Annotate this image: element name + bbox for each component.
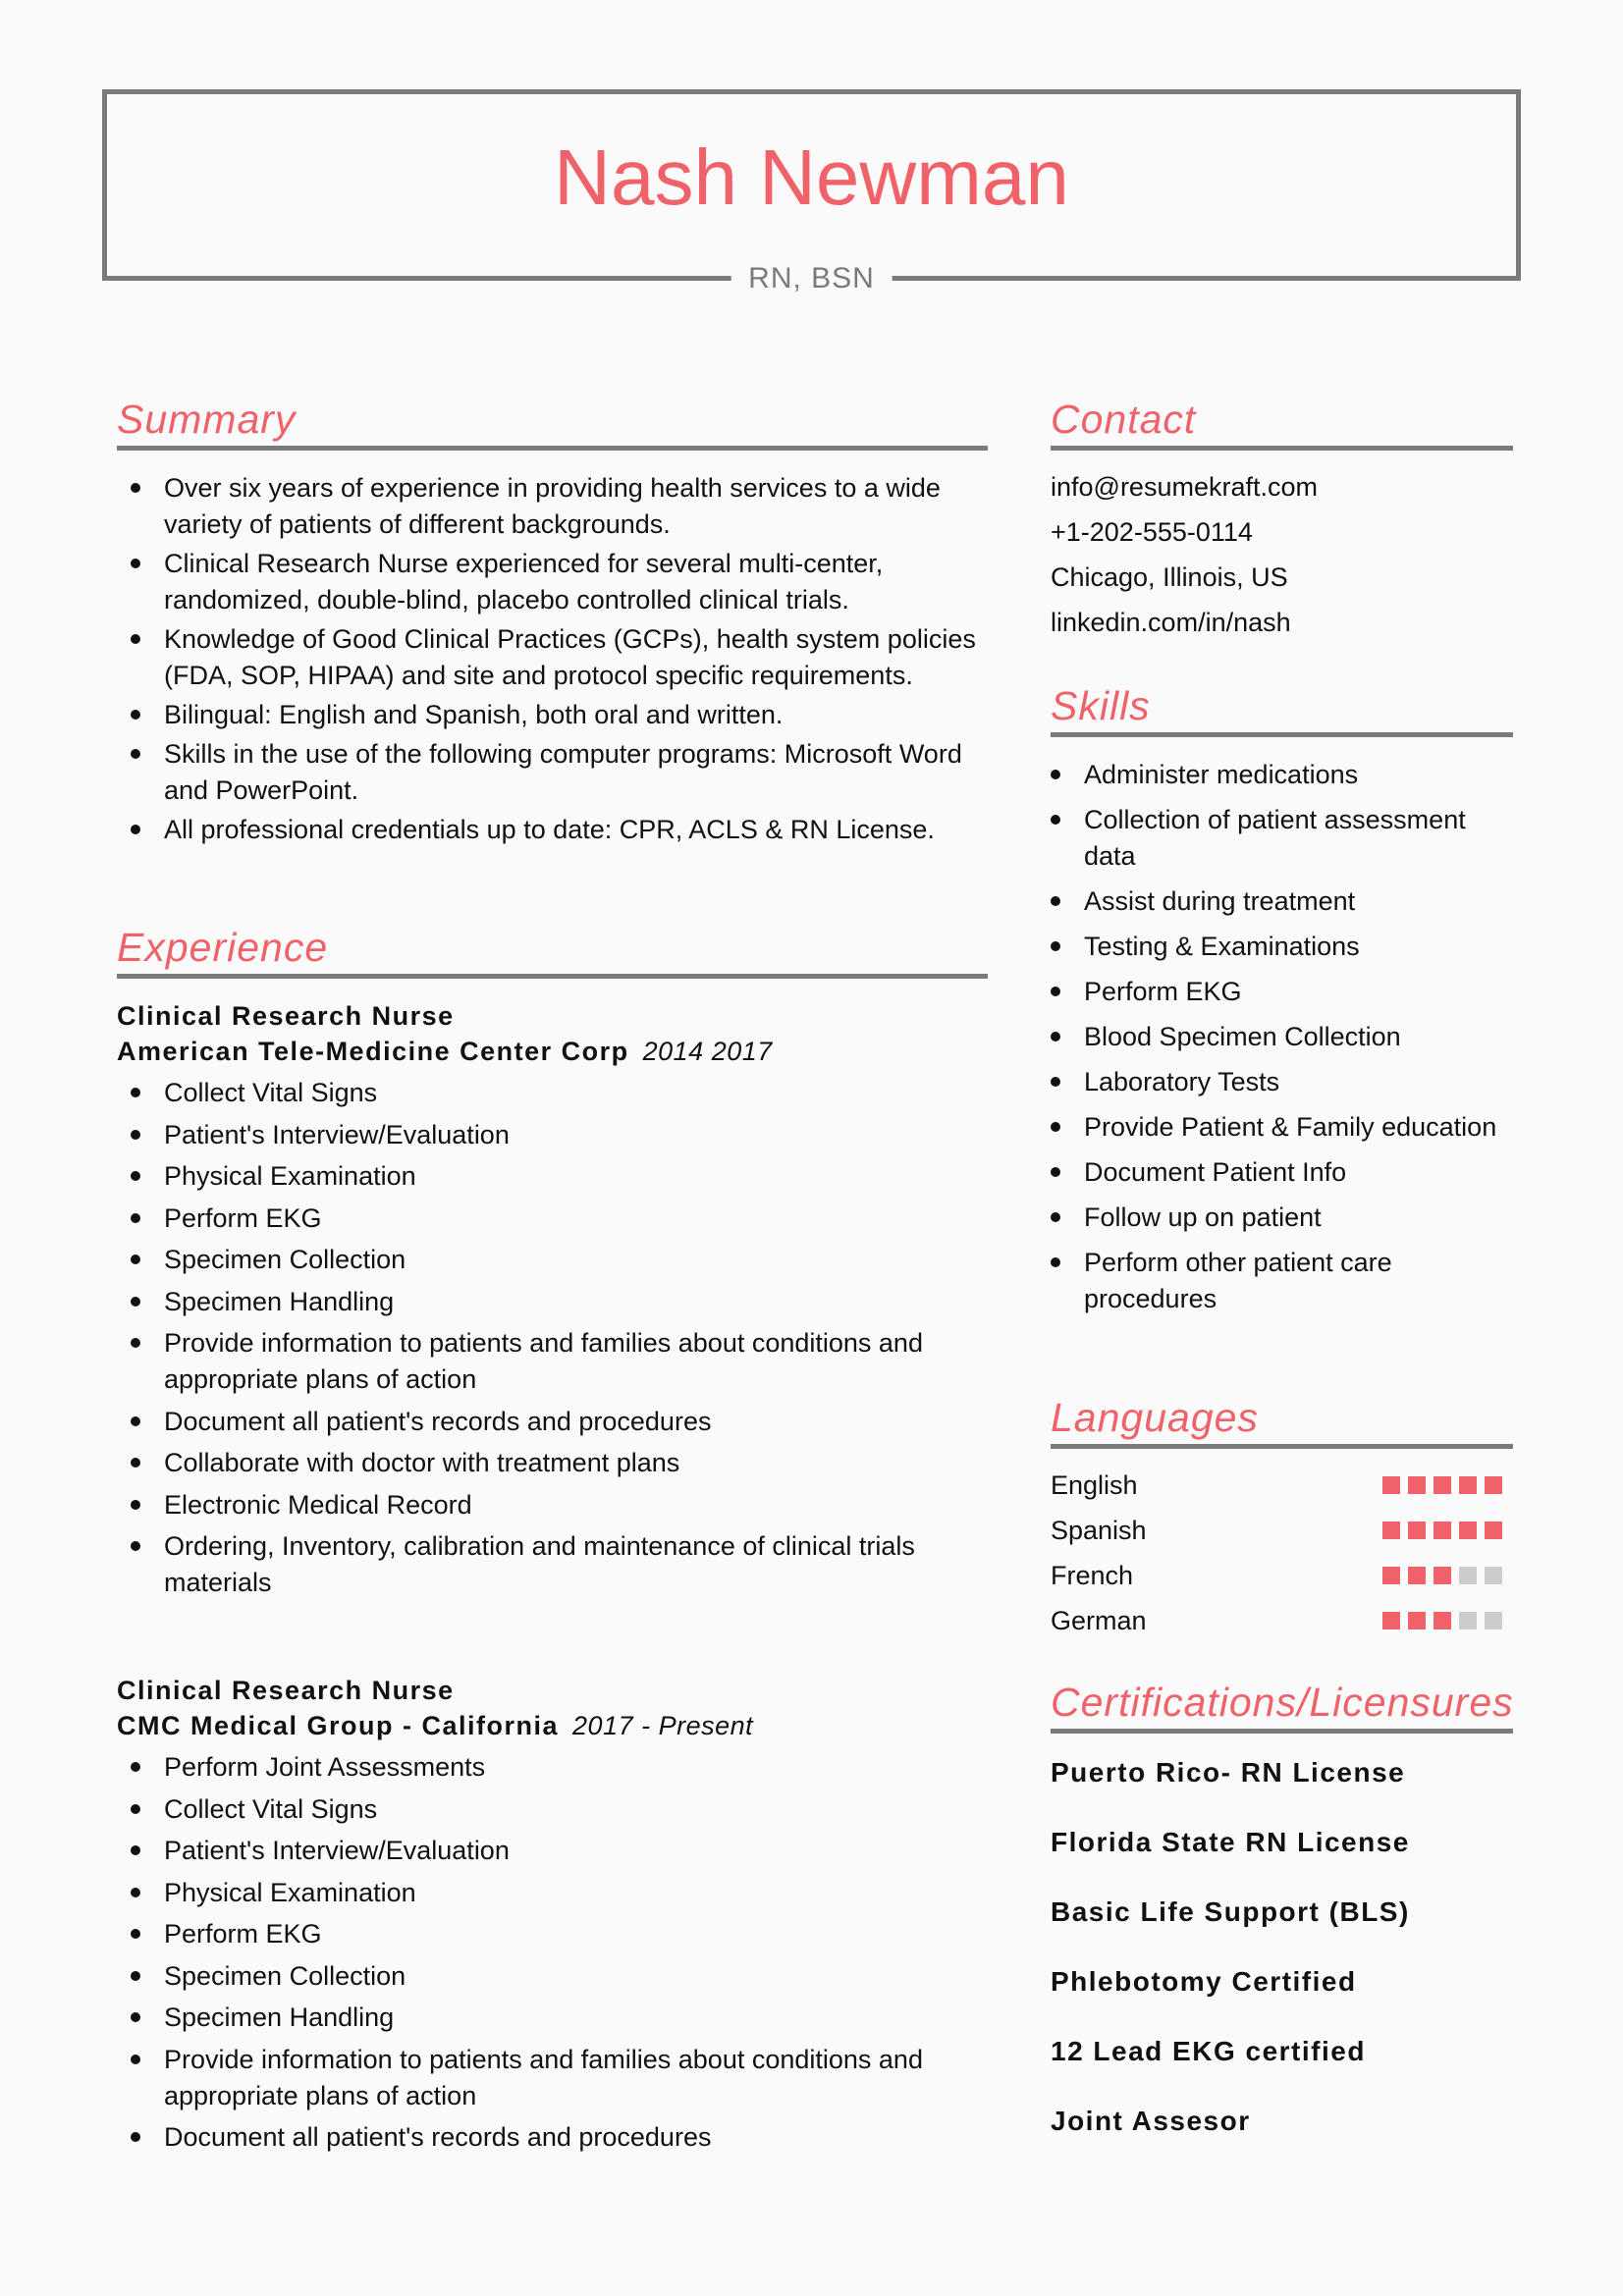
proficiency-square — [1382, 1612, 1400, 1629]
skills-section — [1051, 682, 1513, 1326]
list-item-text: Document all patient's records and procedures — [164, 2122, 712, 2152]
skills-list — [1051, 757, 1513, 1317]
list-item-text: Provide Patient & Family education — [1084, 1112, 1497, 1142]
section-heading: Experience — [117, 925, 329, 970]
list-item-text: Document all patient's records and procedures — [164, 1406, 712, 1436]
list-item-text: Bilingual: English and Spanish, both oral and written. — [164, 700, 784, 729]
bullet-icon — [1051, 1257, 1060, 1267]
list-item — [117, 1117, 988, 1153]
list-item — [117, 736, 988, 809]
bullet-icon — [1051, 941, 1060, 951]
list-item — [117, 812, 988, 848]
list-item-text: Provide information to patients and families about conditions and appropriate plans of action — [164, 1328, 923, 1394]
list-item — [117, 1833, 988, 1869]
list-item — [1051, 974, 1513, 1010]
proficiency-square — [1485, 1476, 1502, 1494]
job-dates: 2014 2017 — [642, 1037, 773, 1066]
section-divider — [1051, 446, 1513, 451]
bullet-icon — [1051, 896, 1060, 906]
language-name: Spanish — [1051, 1515, 1147, 1545]
proficiency-square — [1382, 1567, 1400, 1584]
bullet-icon — [131, 1338, 140, 1348]
section-divider — [1051, 1729, 1513, 1734]
proficiency-square — [1459, 1522, 1477, 1539]
list-item — [117, 546, 988, 618]
bullet-icon — [131, 1458, 140, 1468]
bullet-icon — [1051, 1077, 1060, 1087]
language-name: French — [1051, 1560, 1134, 1590]
certification-item: Basic Life Support (BLS) — [1051, 1896, 1410, 1927]
bullet-icon — [1051, 1167, 1060, 1177]
bullet-icon — [131, 1845, 140, 1855]
language-row — [1051, 1463, 1513, 1508]
list-item-text: Collection of patient assessment data — [1084, 805, 1466, 871]
list-item-text: Administer medications — [1084, 760, 1359, 789]
proficiency-square — [1408, 1612, 1426, 1629]
list-item-text: Specimen Collection — [164, 1960, 406, 1991]
bullet-icon — [131, 559, 140, 568]
list-item — [117, 1242, 988, 1278]
list-item-text: Physical Examination — [164, 1877, 416, 1907]
list-item — [117, 1749, 988, 1786]
list-item — [117, 1528, 988, 1601]
list-item-text: Collect Vital Signs — [164, 1793, 378, 1824]
list-item — [1051, 1154, 1513, 1191]
bullet-icon — [131, 1762, 140, 1772]
list-item-text: Perform EKG — [1084, 977, 1242, 1006]
section-heading: Contact — [1051, 397, 1197, 442]
bullet-icon — [131, 2012, 140, 2022]
bullet-icon — [1051, 1122, 1060, 1132]
list-item-text: Skills in the use of the following computer programs: Microsoft Word and PowerPoint. — [164, 739, 962, 805]
contact-email[interactable]: info@resumekraft.com — [1051, 472, 1318, 502]
section-divider — [117, 974, 988, 979]
bullet-icon — [131, 1929, 140, 1939]
bullet-icon — [131, 1541, 140, 1551]
candidate-name: Nash Newman — [554, 133, 1069, 221]
proficiency-square — [1408, 1476, 1426, 1494]
list-item — [117, 1075, 988, 1111]
list-item — [1051, 802, 1513, 875]
list-item-text: Laboratory Tests — [1084, 1067, 1280, 1096]
job-company — [117, 1034, 988, 1069]
certification-item: Puerto Rico- RN License — [1051, 1757, 1406, 1788]
list-item — [117, 621, 988, 694]
list-item-text: Ordering, Inventory, calibration and maintenance of clinical trials materials — [164, 1531, 915, 1597]
language-proficiency — [1382, 1612, 1502, 1629]
job-entry — [117, 1673, 988, 2156]
certification-item: Florida State RN License — [1051, 1827, 1410, 1857]
job-duties — [117, 1075, 988, 1601]
languages-list — [1051, 1463, 1513, 1643]
list-item-text: Perform Joint Assessments — [164, 1752, 486, 1782]
contact-location: Chicago, Illinois, US — [1051, 562, 1288, 592]
proficiency-square — [1408, 1567, 1426, 1584]
certification-item: Phlebotomy Certified — [1051, 1966, 1357, 1997]
bullet-icon — [131, 1971, 140, 1981]
list-item — [1051, 929, 1513, 965]
bullet-icon — [131, 2055, 140, 2064]
list-item — [117, 1445, 988, 1481]
language-proficiency — [1382, 1522, 1502, 1539]
company-name: CMC Medical Group - California — [117, 1711, 560, 1740]
list-item-text: Testing & Examinations — [1084, 932, 1360, 961]
bullet-icon — [131, 749, 140, 759]
proficiency-square — [1434, 1567, 1451, 1584]
list-item — [117, 1201, 988, 1237]
list-item-text: Perform EKG — [164, 1919, 322, 1949]
list-item — [117, 1916, 988, 1952]
bullet-icon — [131, 1804, 140, 1814]
bullet-icon — [131, 710, 140, 720]
bullet-icon — [1051, 1032, 1060, 1041]
list-item — [117, 1284, 988, 1320]
list-item-text: Perform EKG — [164, 1202, 322, 1233]
list-item — [1051, 1064, 1513, 1100]
language-row — [1051, 1598, 1513, 1643]
proficiency-square — [1485, 1567, 1502, 1584]
bullet-icon — [131, 1255, 140, 1264]
section-heading: Certifications/Licensures — [1051, 1680, 1514, 1725]
list-item — [117, 1404, 988, 1440]
list-item — [1051, 1200, 1513, 1236]
language-row — [1051, 1553, 1513, 1598]
bullet-icon — [131, 1130, 140, 1140]
certification-item: Joint Assesor — [1051, 2106, 1251, 2136]
list-item — [117, 2042, 988, 2114]
job-dates: 2017 - Present — [572, 1711, 754, 1740]
list-item — [117, 2000, 988, 2036]
section-divider — [1051, 732, 1513, 737]
list-item-text: Patient's Interview/Evaluation — [164, 1836, 510, 1865]
proficiency-square — [1459, 1476, 1477, 1494]
experience-section — [117, 924, 988, 2162]
job-duties — [117, 1749, 988, 2156]
list-item-text: Assist during treatment — [1084, 886, 1356, 916]
certification-item: 12 Lead EKG certified — [1051, 2036, 1366, 2066]
list-item — [117, 1958, 988, 1995]
proficiency-square — [1434, 1522, 1451, 1539]
languages-section — [1051, 1394, 1513, 1643]
language-name: English — [1051, 1469, 1138, 1500]
bullet-icon — [131, 1888, 140, 1897]
list-item — [117, 1158, 988, 1195]
list-item — [117, 1325, 988, 1398]
bullet-icon — [131, 1213, 140, 1223]
section-heading: Skills — [1051, 683, 1151, 728]
list-item — [117, 697, 988, 733]
contact-section — [1051, 396, 1513, 645]
list-item-text: Specimen Handling — [164, 1286, 395, 1316]
list-item-text: All professional credentials up to date: CPR, ACLS & RN License. — [164, 815, 935, 844]
list-item — [117, 470, 988, 543]
proficiency-square — [1485, 1522, 1502, 1539]
proficiency-square — [1434, 1476, 1451, 1494]
bullet-icon — [1051, 1212, 1060, 1222]
proficiency-square — [1408, 1522, 1426, 1539]
bullet-icon — [131, 483, 140, 493]
list-item — [1051, 757, 1513, 793]
list-item-text: Blood Specimen Collection — [1084, 1022, 1401, 1051]
job-company — [117, 1708, 988, 1743]
resume-header — [102, 89, 1521, 294]
list-item-text: Patient's Interview/Evaluation — [164, 1119, 510, 1149]
bullet-icon — [131, 2132, 140, 2142]
summary-section — [117, 396, 988, 851]
list-item — [1051, 1109, 1513, 1146]
proficiency-square — [1434, 1612, 1451, 1629]
job-entry — [117, 998, 988, 1601]
language-row — [1051, 1508, 1513, 1553]
job-title: Clinical Research Nurse — [117, 1001, 455, 1031]
bullet-icon — [131, 1171, 140, 1181]
list-item-text: Perform other patient care procedures — [1084, 1248, 1392, 1313]
list-item — [1051, 1245, 1513, 1317]
list-item-text: Provide information to patients and families about conditions and appropriate plans of action — [164, 2044, 923, 2110]
list-item — [1051, 883, 1513, 920]
bullet-icon — [131, 1297, 140, 1307]
bullet-icon — [131, 634, 140, 644]
contact-phone: +1-202-555-0114 — [1051, 517, 1253, 547]
language-name: German — [1051, 1605, 1147, 1635]
language-proficiency — [1382, 1567, 1502, 1584]
summary-list — [117, 470, 988, 848]
section-heading: Summary — [117, 397, 297, 442]
list-item-text: Collaborate with doctor with treatment plans — [164, 1448, 680, 1477]
section-divider — [117, 446, 988, 451]
list-item — [117, 1875, 988, 1911]
candidate-title: RN, BSN — [730, 260, 893, 297]
bullet-icon — [131, 1088, 140, 1097]
certifications-list — [1051, 1755, 1513, 2139]
contact-linkedin[interactable]: linkedin.com/in/nash — [1051, 608, 1291, 637]
list-item-text: Electronic Medical Record — [164, 1489, 472, 1520]
certifications-section — [1051, 1679, 1513, 2173]
list-item-text: Follow up on patient — [1084, 1202, 1322, 1232]
proficiency-square — [1382, 1522, 1400, 1539]
list-item — [117, 1487, 988, 1523]
bullet-icon — [131, 1500, 140, 1510]
bullet-icon — [1051, 987, 1060, 996]
section-divider — [1051, 1444, 1513, 1449]
list-item — [117, 2119, 988, 2156]
company-name: American Tele-Medicine Center Corp — [117, 1037, 629, 1066]
job-title: Clinical Research Nurse — [117, 1676, 455, 1705]
list-item — [117, 1791, 988, 1828]
proficiency-square — [1459, 1612, 1477, 1629]
list-item-text: Clinical Research Nurse experienced for several multi-center, randomized, double-blind, placebo controlled clinical trials. — [164, 549, 884, 614]
bullet-icon — [131, 825, 140, 834]
list-item-text: Knowledge of Good Clinical Practices (GCPs), health system policies (FDA, SOP, HIPAA) and site and protocol specific requirements. — [164, 624, 976, 690]
list-item-text: Over six years of experience in providing health services to a wide variety of patients of different backgrounds. — [164, 473, 941, 539]
list-item — [1051, 1019, 1513, 1055]
list-item-text: Physical Examination — [164, 1161, 416, 1191]
list-item-text: Specimen Handling — [164, 2002, 395, 2032]
language-proficiency — [1382, 1476, 1502, 1494]
list-item-text: Specimen Collection — [164, 1245, 406, 1274]
bullet-icon — [131, 1416, 140, 1426]
list-item-text: Collect Vital Signs — [164, 1078, 378, 1107]
bullet-icon — [1051, 815, 1060, 825]
proficiency-square — [1382, 1476, 1400, 1494]
proficiency-square — [1485, 1612, 1502, 1629]
section-heading: Languages — [1051, 1395, 1259, 1440]
bullet-icon — [1051, 770, 1060, 779]
proficiency-square — [1459, 1567, 1477, 1584]
list-item-text: Document Patient Info — [1084, 1157, 1347, 1187]
